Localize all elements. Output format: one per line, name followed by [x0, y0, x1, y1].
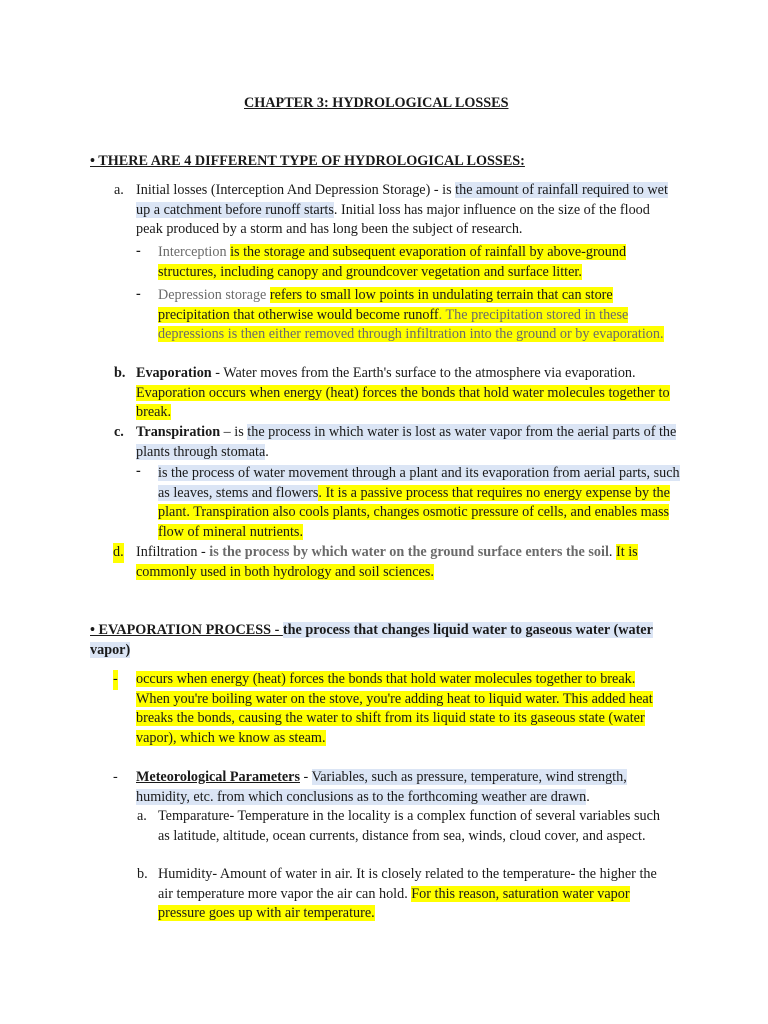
depression-storage-term: Depression storage	[158, 287, 267, 303]
page-title: CHAPTER 3: HYDROLOGICAL LOSSES	[244, 95, 509, 111]
evaporation-text: Evaporation occurs when energy (heat) forces the bonds that hold water molecules together to break.	[136, 384, 670, 420]
item-meteorological-parameters	[136, 768, 670, 807]
item-evaporation	[136, 364, 678, 423]
dash-marker: -	[113, 670, 118, 690]
depression-storage-text: small low points in undulating terrain that can store precipitation that otherwise would become runoff	[158, 287, 613, 323]
evaporation-process-heading: • EVAPORATION PROCESS -	[90, 622, 283, 638]
dash-marker: -	[113, 769, 118, 785]
list-marker-b: b.	[137, 866, 148, 882]
meteorological-parameters-term: Meteorological Parameters	[136, 769, 300, 785]
infiltration-term: Infiltration	[136, 544, 198, 560]
list-marker-d: d.	[113, 543, 124, 563]
item-evaporation-occurs	[136, 670, 670, 748]
transpiration-lead: – is	[220, 424, 248, 440]
evaporation-occurs-text: occurs when energy (heat) forces the bonds that hold water molecules together to break. When you're boiling water on the stove, you're adding heat to liquid water. This added heat breaks the bonds, causing the water to shift from its liquid state to its gaseous state (water vapor), which we know as steam.	[136, 671, 653, 746]
sub-item-depression-storage	[158, 286, 668, 345]
initial-losses-lead: Initial losses (Interception And Depression Storage) - is	[136, 182, 456, 198]
transpiration-end: .	[265, 443, 269, 460]
dash-marker: -	[136, 243, 141, 259]
meteorological-end: .	[586, 788, 590, 805]
item-infiltration	[136, 543, 678, 582]
transpiration-term: Transpiration	[136, 424, 221, 440]
sub-item-transpiration	[158, 464, 682, 542]
list-marker-c: c.	[114, 424, 124, 440]
evaporation-term: Evaporation	[136, 365, 212, 381]
depression-storage-more: . The precipitation stored in these depressions is then either removed through infiltration into the ground or by evaporation.	[158, 306, 664, 342]
infiltration-end: .	[608, 544, 616, 560]
list-marker-b: b.	[114, 365, 126, 381]
infiltration-definition: is the process by which water on the ground surface enters the soil	[209, 544, 609, 560]
list-marker-a: a.	[114, 182, 124, 198]
section-heading-losses: • THERE ARE 4 DIFFERENT TYPE OF HYDROLOGICAL LOSSES:	[90, 153, 525, 169]
evaporation-process-definition: the process that changes liquid water to gaseous water (water vapor)	[90, 622, 653, 658]
meteorological-lead: -	[300, 769, 312, 785]
interception-term: Interception	[158, 244, 227, 260]
interception-text: is the storage and subsequent evaporation of rainfall by above-ground structures, including canopy and groundcover vegetation and surface litter.	[158, 244, 627, 280]
item-transpiration	[136, 423, 678, 462]
item-humidity	[158, 865, 670, 924]
section-heading-evaporation	[90, 621, 670, 660]
list-marker-a: a.	[137, 808, 147, 824]
dash-marker: -	[136, 463, 141, 479]
humidity-text: Humidity- Amount of water in air. It is closely related to the temperature- the higher the air temperature more vapor the air can hold.	[158, 866, 657, 902]
infiltration-text: It is commonly used in both hydrology and soil sciences.	[136, 544, 638, 580]
refers-to-text: refers to	[269, 287, 317, 303]
sub-item-interception	[158, 243, 668, 282]
initial-losses-text: . Initial loss has major influence on the size of the flood peak produced by a storm and has long been the subject of research.	[136, 201, 650, 237]
transpiration-definition: the process in which water is lost as water vapor from the aerial parts of the plants through stomata	[136, 424, 677, 460]
temperature-text: Temparature- Temperature in the locality is a complex function of several variables such as latitude, altitude, ocean currents, distance from sea, winds, cloud cover, and aspect.	[158, 808, 660, 844]
item-initial-losses	[136, 181, 678, 240]
humidity-highlight: For this reason, saturation water vapor pressure goes up with air temperature.	[158, 885, 630, 921]
transpiration-sub-text: . It is a passive process that requires no energy expense by the plant. Transpiration also cools plants, changes osmotic pressure of cells, and enables mass flow of mineral nutrients.	[158, 484, 670, 540]
evaporation-lead: - Water moves from the Earth's surface to the atmosphere via evaporation.	[211, 365, 636, 381]
initial-losses-definition: the amount of rainfall required to wet up a catchment before runoff starts	[136, 182, 668, 218]
meteorological-definition: Variables, such as pressure, temperature, wind strength, humidity, etc. from which conclusions as to the forthcoming weather are drawn	[136, 769, 627, 805]
infiltration-lead: -	[197, 544, 210, 560]
item-temperature	[158, 807, 670, 846]
dash-marker: -	[136, 286, 141, 302]
transpiration-sub-definition: is the process of water movement through a plant and its evaporation from aerial parts, such as leaves, stems and flowers	[158, 465, 680, 501]
